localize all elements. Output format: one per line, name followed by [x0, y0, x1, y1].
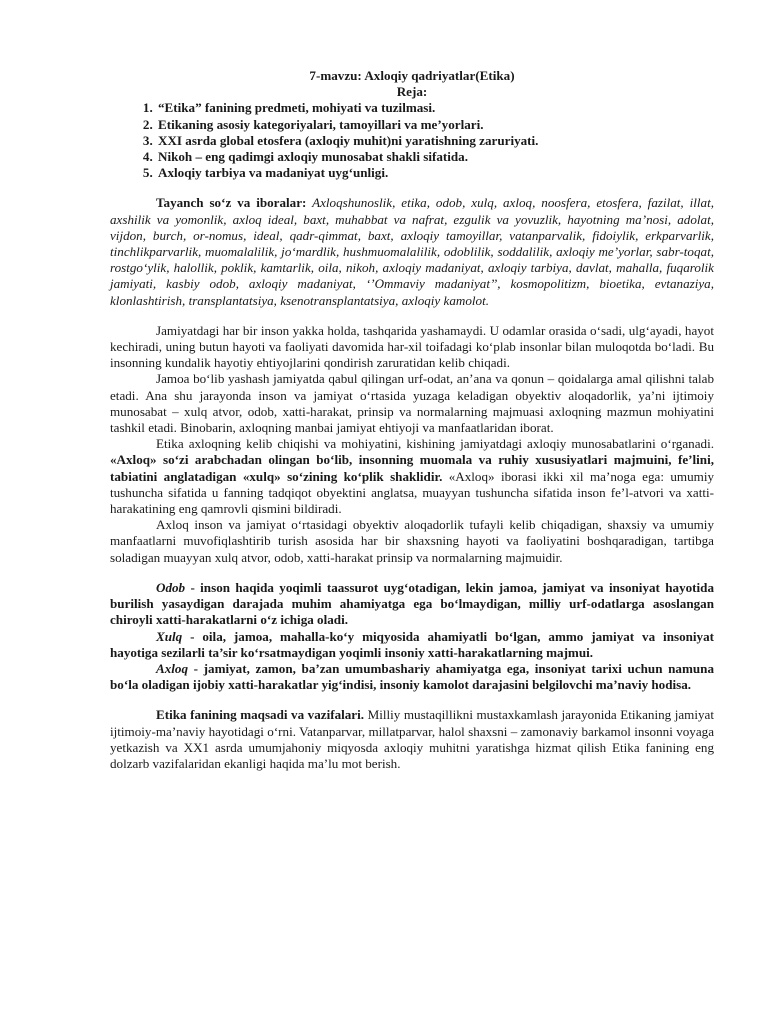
- plan-list: [110, 100, 714, 181]
- keywords-label: Tayanch so‘z va iboralar:: [156, 195, 307, 211]
- paragraph-3-end: «Axloq» iborasi ikki xil ma’noga ega: umumiy tushuncha sifatida u fanning tadqiqot obyektini anglatsa, muayyan tushuncha sifatida inson fe’l-atvori va xatti-harakatining eng qamrovli qismini bildiradi.: [110, 468, 714, 517]
- definition-axloq-text: - jamiyat, zamon, ba’zan umumbashariy ahamiyatga ega, insoniyat tarixi uchun namuna bo‘la oladigan ijobiy xatti-harakatlar yig‘indisi, insoniy kamolot darajasini belgilovchi ma’naviy hodisa.: [110, 660, 714, 693]
- keywords-list: Axloqshunoslik, etika, odob, xulq, axloq, noosfera, etosfera, fazilat, illat, axshilik va yomonlik, axloq ideal, baxt, muhabbat va nafrat, ezgulik va yovuzlik, hayotning ma’nosi, adolat, vijdon, burch, or-nomus, ideal, qadr-qimmat, baxt, axloqiy tamoyillar, vatanparvalik, fidoiylik, erkparvarlik, tinchlikparvarlik, muomalalilik, jo‘mardlik, hushmuomalalilik, odoblilik, soddalilik, axloqiy me’yorlar, sabr-toqat, rostgo‘ylik, halollik, poklik, kamtarlik, oila, nikoh, axloqiy madaniyat, axloqiy tarbiya, davlat, mahalla, fuqarolik jamiyati, kasbiy odob, axloqiy madaniyat, ‘’Ommaviy madaniyat’’, kosmopolitizm, bioetika, evtanaziya, klonlashtirish, transplantatsiya, ksenotransplantatsiya, axloqiy kamolot.: [110, 195, 714, 308]
- axloq-definition-bold: «Axloq» so‘zi arabchadan olingan bo‘lib, insonning muomala va ruhiy xususiyatlari majmuini, fe’lini, tabiatini anglatadigan «xulq» so‘zining ko‘plik shaklidir.: [110, 452, 714, 484]
- document-page: [110, 68, 714, 772]
- keywords-paragraph: [110, 195, 714, 308]
- term-axloq: Axloq: [156, 660, 189, 676]
- goal-heading: Etika fanining maqsadi va vazifalari.: [156, 707, 365, 723]
- goal-paragraph: [110, 707, 714, 772]
- plan-item: 1. “Etika” fanining predmeti, mohiyati va tuzilmasi.: [156, 100, 714, 116]
- plan-item: 5. Axloqiy tarbiya va madaniyat uyg‘unligi.: [156, 165, 714, 181]
- definition-axloq: [110, 661, 714, 693]
- goal-text: Milliy mustaqillikni mustaxkamlash jarayonida Etikaning jamiyat ijtimoiy-ma’naviy hayotidagi o‘rni. Vatanparvar, millatparvar, halol shaxsni – zamonaviy barkamol insonni voyaga yetkazish va XX1 asrda umumjahoniy miqyosda axloqiy muhitni yaratishga hizmat qilish Etika fanining eng dolzarb vazifalaridan ekanligi haqida ma’lu mot berish.: [110, 707, 714, 771]
- definition-odob: [110, 580, 714, 629]
- definition-xulq: [110, 629, 714, 661]
- paragraph-3-start: Etika axloqning kelib chiqishi va mohiyatini, kishining jamiyatdagi axloqiy munosabatlarini o‘rganadi.: [156, 436, 714, 452]
- definition-odob-text: - inson haqida yoqimli taassurot uyg‘otadigan, lekin jamoa, jamiyat va insoniyat hayotida burilish yasaydigan darajada muhim ahamiyatga ega bo‘lmaydigan, milliy urf-odatlarga asoslangan chiroyli xatti-harakatlarni o‘z ichiga oladi.: [110, 579, 714, 628]
- definition-xulq-text: - oila, jamoa, mahalla-ko‘y miqyosida ahamiyatli bo‘lgan, ammo jamiyat va insoniyat hayotiga sezilarli ta’sir ko‘rsatmaydigan yoqimli insoniy xatti-harakatlarning majmui.: [110, 628, 714, 660]
- plan-heading: Reja:: [396, 84, 428, 100]
- term-xulq: Xulq: [156, 628, 183, 644]
- plan-item: 2. Etikaning asosiy kategoriyalari, tamoyillari va me’yorlari.: [156, 117, 714, 133]
- paragraph-1: Jamiyatdagi har bir inson yakka holda, tashqarida yashamaydi. U odamlar orasida o‘sadi, ulg‘ayadi, hayot kechiradi, uning butun hayoti va faoliyati davomida har-xil toifadagi ko‘plab insonlar bilan muloqotda bo‘ladi. Bu insonning kundalik hayotiy ehtiyojlarini qondirish zaruratidan kelib chiqadi.: [110, 322, 714, 371]
- paragraph-3: [110, 436, 714, 517]
- paragraph-4: Axloq inson va jamiyat o‘rtasidagi obyektiv aloqadorlik tufayli kelib chiqadigan, shaxsiy va umumiy manfaatlarni muvofiqlashtirib turish asosida har bir shaxsning hayoti va faoliyatini boshqaradigan, tartibga soladigan muayyan xulq atvor, odob, xatti-harakat prinsip va normalarning majmuidir.: [110, 517, 714, 565]
- plan-item: 3. XXI asrda global etosfera (axloqiy muhit)ni yaratishning zaruriyati.: [156, 133, 714, 149]
- term-odob: Odob: [156, 579, 186, 595]
- document-title: 7-mavzu: Axloqiy qadriyatlar(Etika): [309, 68, 515, 83]
- paragraph-2: Jamoa bo‘lib yashash jamiyatda qabul qilingan urf-odat, an’ana va qonun – qoidalarga amal qilishni talab etadi. Ana shu jarayonda inson va jamiyat o‘rtasida yuzaga keladigan obyektiv aloqadorlik, ya’ni ijtimoiy munosabat – xulq atvor, odob, xatti-harakat, prinsip va normalarning majmuasi axloqning mazmun mohiyatini tashkil etadi. Binobarin, axloqning manbai jamiyat ehtiyoji va manfaatlaridan iborat.: [110, 371, 714, 436]
- plan-item: 4. Nikoh – eng qadimgi axloqiy munosabat shakli sifatida.: [156, 149, 714, 165]
